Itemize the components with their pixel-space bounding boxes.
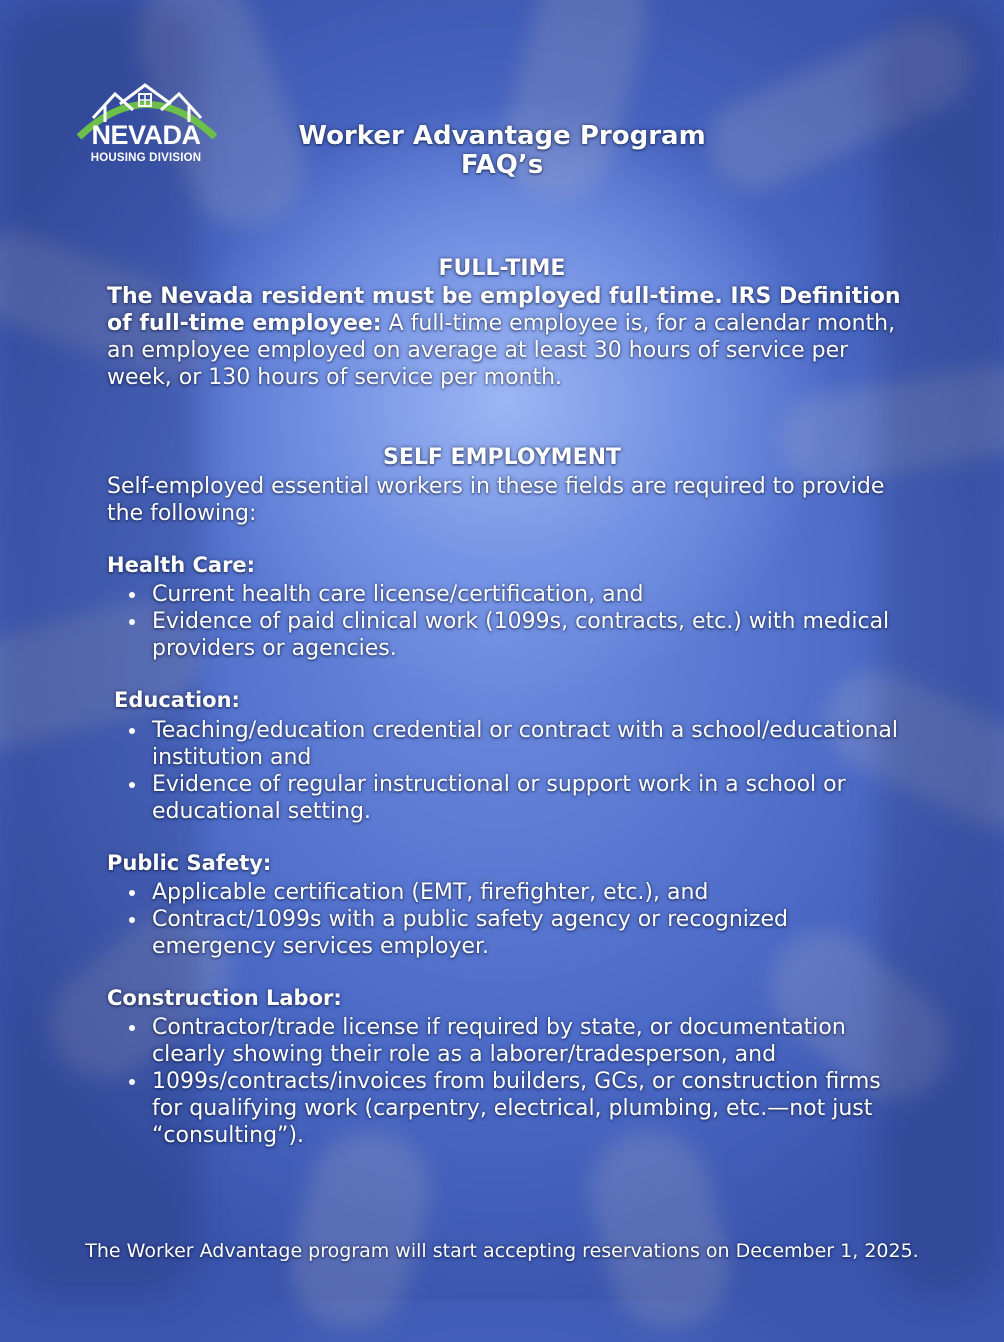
- list-item: Evidence of paid clinical work (1099s, contracts, etc.) with medical providers or agencies.: [152, 608, 912, 662]
- full-time-heading: FULL-TIME: [438, 256, 566, 281]
- education-list: [120, 717, 912, 825]
- self-employment-heading: SELF EMPLOYMENT: [382, 445, 622, 470]
- health-care-title: Health Care:: [107, 553, 256, 577]
- list-item: Current health care license/certification, and: [152, 581, 912, 608]
- list-item: Contractor/trade license if required by state, or documentation clearly showing their role as a laborer/tradesperson, and: [152, 1014, 912, 1068]
- public-safety-list: [120, 879, 912, 960]
- list-item: Evidence of regular instructional or support work in a school or educational setting.: [152, 771, 912, 825]
- construction-labor-list: [120, 1014, 912, 1149]
- logo-wordmark: NEVADA: [91, 120, 201, 150]
- full-time-text: A full-time employee is, for a calendar month, an employee employed on average at least 30 hours of service per week, or 130 hours of service per month.: [107, 311, 896, 390]
- public-safety-title: Public Safety:: [107, 851, 272, 875]
- list-item: Teaching/education credential or contract with a school/educational institution and: [152, 717, 912, 771]
- page-subtitle: FAQ’s: [460, 150, 544, 180]
- construction-labor-title: Construction Labor:: [107, 986, 342, 1010]
- education-title: Education:: [114, 688, 240, 712]
- health-care-list: [120, 581, 912, 662]
- logo-subtitle: HOUSING DIVISION: [90, 152, 202, 164]
- list-item: Contract/1099s with a public safety agency or recognized emergency services employer.: [152, 906, 912, 960]
- full-time-bold-text: The Nevada resident must be employed full-time. IRS Definition of full-time employee:: [107, 284, 901, 336]
- full-time-paragraph: [107, 283, 907, 391]
- list-item: Applicable certification (EMT, firefighter, etc.), and: [152, 879, 912, 906]
- self-employment-intro: Self-employed essential workers in these fields are required to provide the following:: [107, 474, 885, 526]
- page-title: Worker Advantage Program: [298, 121, 706, 151]
- footer-note: The Worker Advantage program will start accepting reservations on December 1, 2025.: [85, 1240, 919, 1262]
- list-item: 1099s/contracts/invoices from builders, GCs, or construction firms for qualifying work (carpentry, electrical, plumbing, etc.—not just “consulting”).: [152, 1068, 912, 1149]
